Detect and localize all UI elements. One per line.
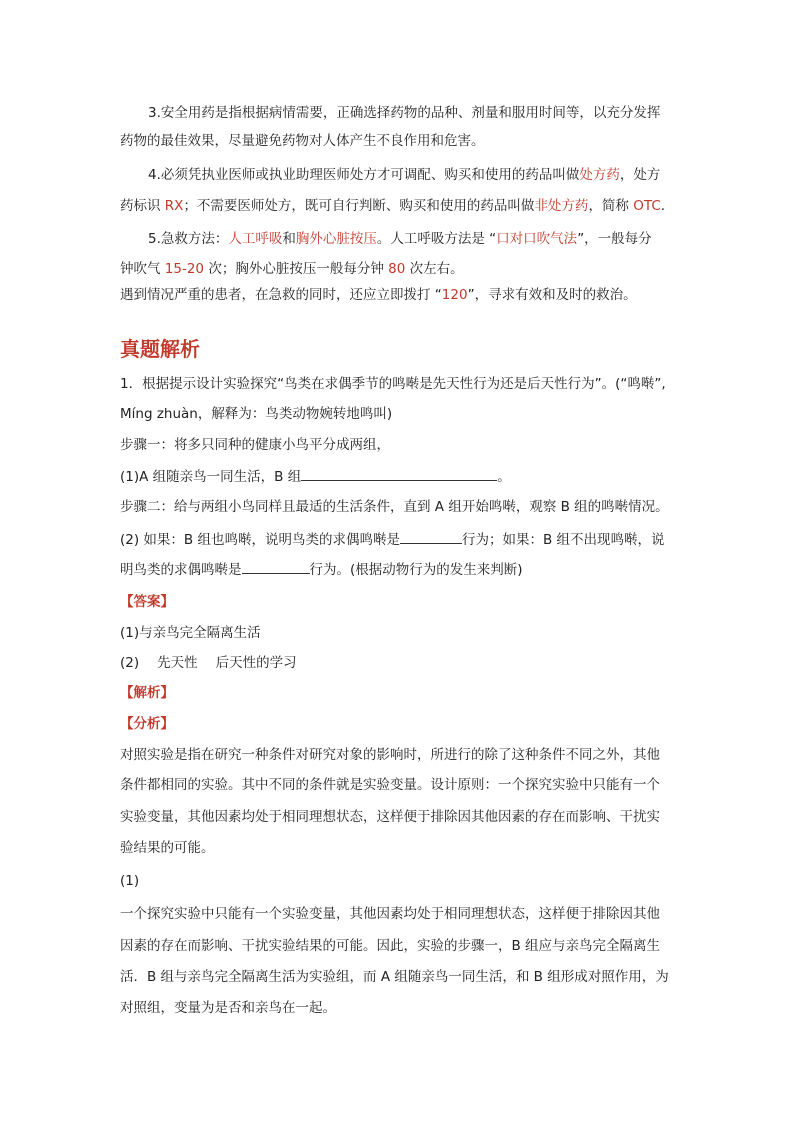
text: 。 bbox=[497, 469, 511, 485]
text: 活．B 组与亲鸟完全隔离生活为实验组，而 A 组随亲鸟一同生活，和 B 组形成对照作用，为 bbox=[120, 969, 669, 985]
item5-line2 bbox=[120, 259, 464, 279]
term-emergency-number: 120 bbox=[441, 287, 468, 303]
text: 5.急救方法： bbox=[148, 231, 229, 247]
question1-line2 bbox=[120, 404, 392, 424]
item3-line1 bbox=[148, 103, 660, 123]
text: Míng zhuàn，解释为：鸟类动物婉转地鸣叫) bbox=[120, 406, 393, 422]
text: 和 bbox=[282, 231, 296, 247]
text: (2) bbox=[120, 655, 140, 671]
step2 bbox=[120, 497, 669, 517]
answer-tag bbox=[120, 592, 174, 612]
text: 先天性 bbox=[157, 655, 198, 671]
section-title: 真题解析 bbox=[120, 337, 200, 361]
text: (2) 如果：B 组也鸣啭，说明鸟类的求偶鸣啭是 bbox=[120, 532, 400, 548]
term-otc: OTC bbox=[633, 198, 661, 214]
item3-line2 bbox=[120, 131, 485, 151]
text: 药物的最佳效果，尽量避免药物对人体产生不良作用和危害。 bbox=[120, 133, 485, 149]
part2-line2 bbox=[120, 559, 523, 580]
text: 步骤一：将多只同种的健康小鸟平分成两组， bbox=[120, 437, 390, 453]
text: 对照实验是指在研究一种条件对研究对象的影响时，所进行的除了这种条件不同之外，其他 bbox=[120, 747, 660, 763]
text: 因素的存在而影响、干扰实验结果的可能。因此，实验的步骤一，B 组应与亲鸟完全隔离生 bbox=[120, 938, 661, 954]
term-breath-rate: 15-20 bbox=[164, 261, 205, 277]
analysis-para3-line3 bbox=[120, 967, 669, 987]
text: ，简称 bbox=[588, 198, 634, 214]
term-compression-rate: 80 bbox=[388, 261, 406, 277]
analysis-para3-line1 bbox=[120, 904, 660, 924]
text: 次左右。 bbox=[405, 261, 464, 277]
analysis-part-number bbox=[120, 871, 139, 891]
answer-blank-3[interactable] bbox=[242, 559, 310, 574]
term-prescription-drug: 处方药 bbox=[579, 167, 620, 183]
analysis-para1-line4 bbox=[120, 838, 215, 858]
text: 实验变量，其他因素均处于相同理想状态，这样便于排除因其他因素的存在而影响、干扰实 bbox=[120, 809, 660, 825]
item5-line3 bbox=[120, 285, 637, 305]
analysis-tag bbox=[120, 683, 174, 703]
answer-1 bbox=[120, 623, 261, 643]
text: 条件都相同的实验。其中不同的条件就是实验变量。设计原则：一个探究实验中只能有一个 bbox=[120, 777, 660, 793]
text: 步骤二：给与两组小鸟同样且最适的生活条件，直到 A 组开始鸣啭，观察 B 组的鸣啭情况。 bbox=[120, 499, 669, 515]
text: 。人工呼吸方法是 “ bbox=[376, 231, 497, 247]
item4-line2 bbox=[120, 196, 665, 216]
term-rx: RX bbox=[164, 198, 184, 214]
part2-line1 bbox=[120, 529, 665, 550]
text: 行为。(根据动物行为的发生来判断) bbox=[309, 562, 523, 578]
text: 4.必须凭执业医师或执业助理医师处方才可调配、购买和使用的药品叫做 bbox=[148, 167, 580, 183]
text: 一个探究实验中只能有一个实验变量，其他因素均处于相同理想状态，这样便于排除因其他 bbox=[120, 906, 660, 922]
text: ”，一般每分 bbox=[577, 231, 652, 247]
step1 bbox=[120, 435, 390, 455]
answer-blank-1[interactable] bbox=[301, 466, 497, 481]
text: 药标识 bbox=[120, 198, 165, 214]
answer-2 bbox=[120, 653, 297, 673]
text: 对照组，变量为是否和亲鸟在一起。 bbox=[120, 1000, 336, 1016]
text: 【解析】 bbox=[120, 685, 174, 701]
item5-line1 bbox=[148, 229, 652, 249]
text: (1) bbox=[120, 873, 140, 889]
text: 1．根据提示设计实验探究“鸟类在求偶季节的鸣啭是先天性行为还是后天性行为”。(“鸣啭”, bbox=[120, 376, 666, 392]
question1-line1 bbox=[120, 374, 666, 394]
text: 【答案】 bbox=[120, 594, 174, 610]
analysis-para1-line1 bbox=[120, 745, 660, 765]
text: ，处方 bbox=[619, 167, 661, 183]
text: 遇到情况严重的患者，在急救的同时，还应立即拨打 “ bbox=[120, 287, 442, 303]
text: 【分析】 bbox=[120, 716, 174, 732]
text: 验结果的可能。 bbox=[120, 840, 215, 856]
text: ”，寻求有效和及时的救治。 bbox=[467, 287, 637, 303]
analysis-para1-line2 bbox=[120, 775, 660, 795]
answer-blank-2[interactable] bbox=[400, 529, 462, 544]
text: 明鸟类的求偶鸣啭是 bbox=[120, 562, 242, 578]
analysis-para3-line4 bbox=[120, 998, 336, 1018]
analysis-para1-line3 bbox=[120, 807, 660, 827]
text: (1)与亲鸟完全隔离生活 bbox=[120, 625, 261, 641]
term-mouth-to-mouth: 口对口吹气法 bbox=[496, 231, 578, 247]
term-artificial-respiration: 人工呼吸 bbox=[228, 231, 283, 247]
text: 次；胸外心脏按压一般每分钟 bbox=[204, 261, 389, 277]
text: (1)A 组随亲鸟一同生活，B 组 bbox=[120, 469, 302, 485]
text: . bbox=[660, 198, 666, 214]
term-chest-compression: 胸外心脏按压 bbox=[295, 231, 377, 247]
analysis-para3-line2 bbox=[120, 936, 660, 956]
text: ；不需要医师处方，既可自行判断、购买和使用的药品叫做 bbox=[183, 198, 535, 214]
text: 钟吹气 bbox=[120, 261, 165, 277]
part1 bbox=[120, 466, 511, 487]
text: 行为；如果：B 组不出现鸣啭，说 bbox=[461, 532, 665, 548]
text: 3.安全用药是指根据病情需要，正确选择药物的品种、剂量和服用时间等，以充分发挥 bbox=[148, 105, 661, 121]
item4-line1 bbox=[148, 165, 660, 185]
term-otc-drug: 非处方药 bbox=[534, 198, 589, 214]
analysis-subtag bbox=[120, 714, 174, 734]
text: 后天性的学习 bbox=[215, 655, 297, 671]
